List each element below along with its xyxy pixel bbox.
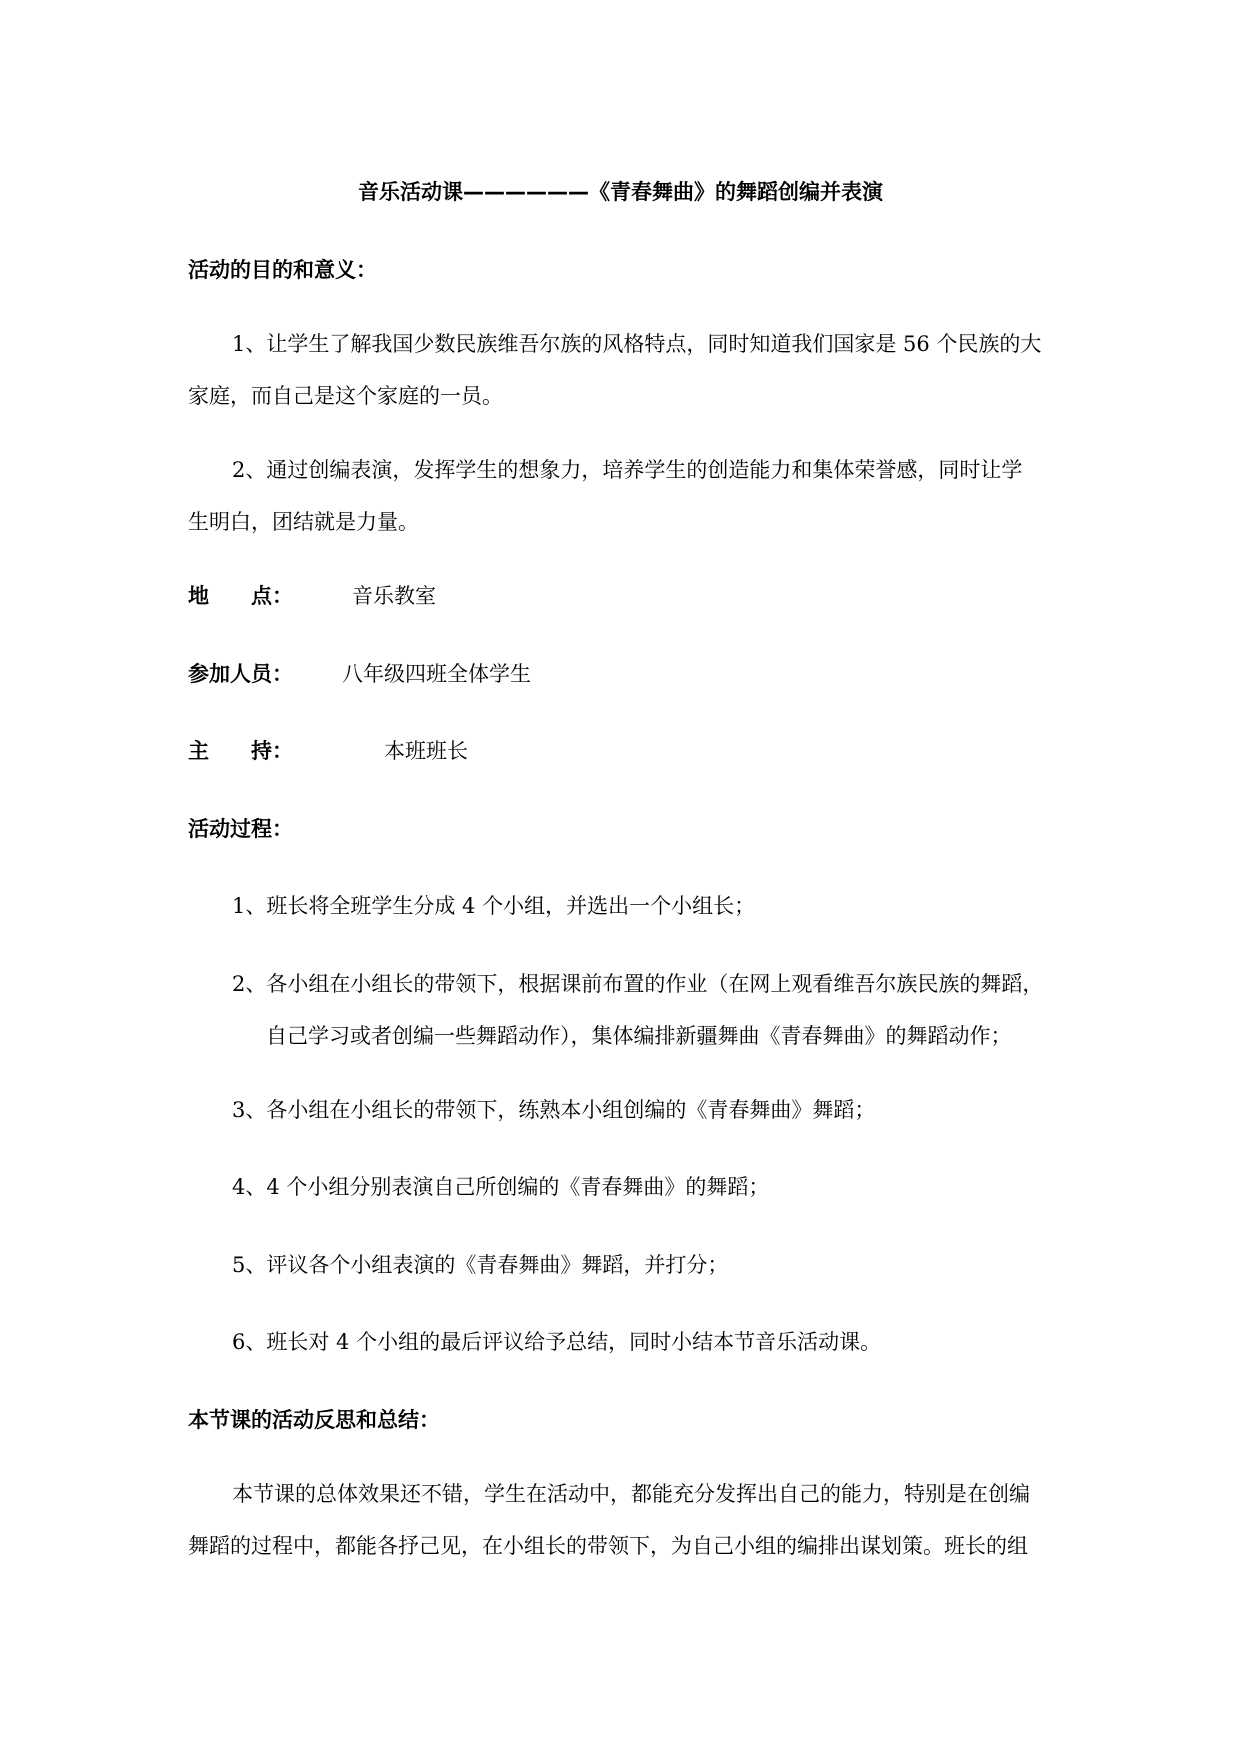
location-label: 地 点： [188,584,293,608]
reflection-line-2: 舞蹈的过程中，都能各抒己见，在小组长的带领下，为自己小组的编排出谋划策。班长的组 [188,1534,1028,1558]
participants-value: 八年级四班全体学生 [342,662,531,686]
process-step-3: 3、各小组在小组长的带领下，练熟本小组创编的《青春舞曲》舞蹈； [232,1098,876,1122]
process-heading: 活动过程： [188,817,293,841]
host-value: 本班班长 [384,739,468,763]
purpose-item-1-line-1: 1、让学生了解我国少数民族维吾尔族的风格特点，同时知道我们国家是 56 个民族的大 [232,332,1042,356]
process-step-1: 1、班长将全班学生分成 4 个小组，并选出一个小组长； [232,894,756,918]
purpose-item-2-line-2: 生明白，团结就是力量。 [188,510,419,534]
process-step-2-line-2: 自己学习或者创编一些舞蹈动作），集体编排新疆舞曲《青春舞曲》的舞蹈动作； [266,1024,1012,1048]
host-label: 主 持： [188,739,293,763]
location-value: 音乐教室 [352,584,436,608]
participants-label: 参加人员： [188,662,293,686]
process-step-4: 4、4 个小组分别表演自己所创编的《青春舞曲》的舞蹈； [232,1175,770,1199]
process-step-5: 5、评议各个小组表演的《青春舞曲》舞蹈，并打分； [232,1253,729,1277]
purpose-item-2-line-1: 2、通过创编表演，发挥学生的想象力，培养学生的创造能力和集体荣誉感，同时让学 [232,458,1023,482]
purpose-item-1-line-2: 家庭，而自己是这个家庭的一员。 [188,384,503,408]
reflection-heading: 本节课的活动反思和总结： [188,1408,440,1432]
reflection-line-1: 本节课的总体效果还不错，学生在活动中，都能充分发挥出自己的能力，特别是在创编 [232,1482,1030,1506]
purpose-heading: 活动的目的和意义： [188,258,377,282]
document-title: 音乐活动课——————《青春舞曲》的舞蹈创编并表演 [358,180,883,204]
process-step-6: 6、班长对 4 个小组的最后评议给予总结，同时小结本节音乐活动课。 [232,1330,882,1354]
process-step-2-line-1: 2、各小组在小组长的带领下，根据课前布置的作业（在网上观看维吾尔族民族的舞蹈， [232,972,1044,996]
